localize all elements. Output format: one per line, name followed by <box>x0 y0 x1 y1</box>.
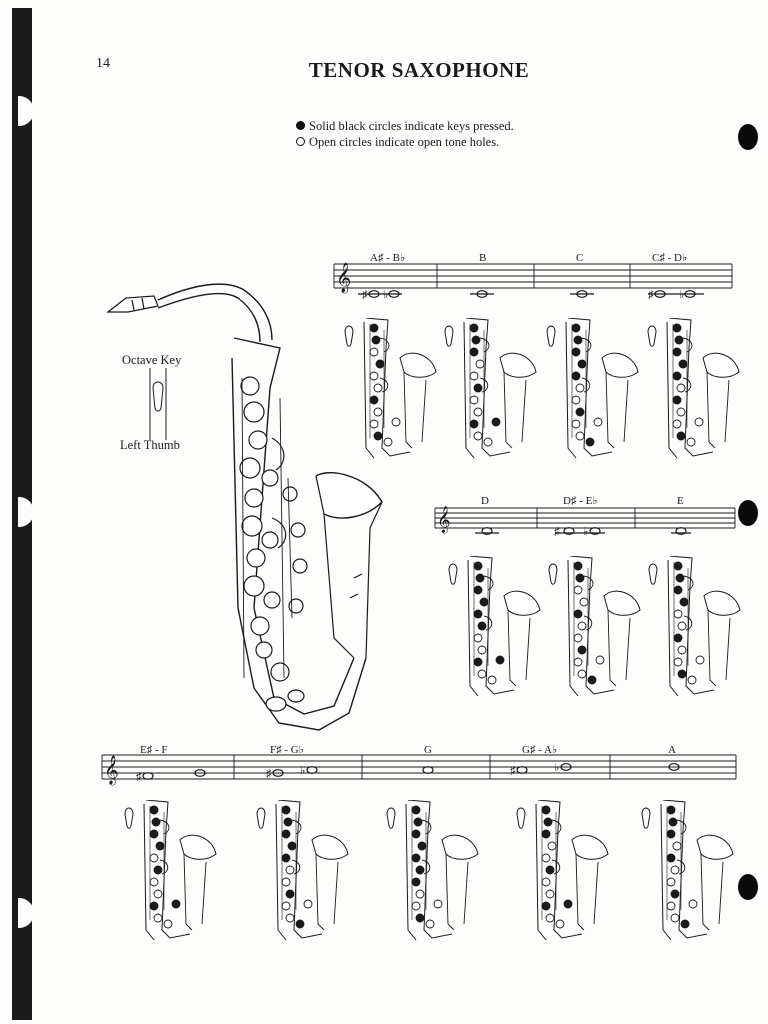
sax-fingering-diagram-icon <box>637 800 737 942</box>
pressed-key <box>416 866 424 874</box>
pressed-key <box>284 818 292 826</box>
open-key <box>572 396 580 404</box>
note-accidental: ♭ <box>300 765 306 777</box>
note-label: A <box>668 744 676 756</box>
pressed-key <box>286 890 294 898</box>
legend-solid-text: Solid black circles indicate keys pressed. <box>309 119 514 133</box>
note-accidental: ♯ <box>362 289 368 301</box>
pressed-key <box>474 562 482 570</box>
open-key <box>370 420 378 428</box>
open-key <box>580 598 588 606</box>
note-label: B <box>479 252 487 264</box>
open-key <box>374 408 382 416</box>
pressed-key <box>667 854 675 862</box>
thumb-key-icon <box>257 808 265 828</box>
pressed-key <box>678 670 686 678</box>
note-accidental: ♭ <box>554 762 560 774</box>
note-accidental: ♯ <box>136 771 142 783</box>
pressed-key <box>478 622 486 630</box>
pressed-key <box>414 818 422 826</box>
open-key <box>548 842 556 850</box>
pressed-key <box>572 372 580 380</box>
pressed-key <box>296 920 304 928</box>
pressed-key <box>282 854 290 862</box>
pressed-key <box>574 336 582 344</box>
pressed-key <box>282 806 290 814</box>
pressed-key <box>674 634 682 642</box>
open-key <box>667 878 675 886</box>
octave-key-label: Octave Key <box>122 353 182 367</box>
open-key <box>542 878 550 886</box>
open-key <box>426 920 434 928</box>
open-key <box>370 372 378 380</box>
pressed-key <box>470 324 478 332</box>
note-label: E♯ - F <box>140 744 168 756</box>
pressed-key <box>542 830 550 838</box>
thumb-key-icon <box>648 326 656 346</box>
open-key <box>677 384 685 392</box>
pressed-key <box>680 598 688 606</box>
thumb-key-icon <box>387 808 395 828</box>
pressed-key <box>572 348 580 356</box>
open-key <box>474 408 482 416</box>
pressed-key <box>474 610 482 618</box>
note-label: D <box>481 495 489 507</box>
thumb-key-icon <box>549 564 557 584</box>
pressed-key <box>470 348 478 356</box>
open-key <box>478 670 486 678</box>
pressed-key <box>418 842 426 850</box>
pressed-key <box>474 384 482 392</box>
note-label: E <box>677 495 684 507</box>
pressed-key <box>667 806 675 814</box>
note-accidental: ♭ <box>679 289 685 301</box>
note-head <box>517 767 527 774</box>
open-key <box>392 418 400 426</box>
open-key <box>673 842 681 850</box>
pressed-key <box>172 900 180 908</box>
note-accidental: ♭ <box>583 526 589 538</box>
pressed-key <box>578 646 586 654</box>
legend-open <box>296 134 514 150</box>
pressed-key <box>572 324 580 332</box>
treble-clef-icon: 𝄞 <box>104 755 119 784</box>
open-key <box>286 914 294 922</box>
note-label: C <box>576 252 584 264</box>
pressed-key <box>412 806 420 814</box>
open-key <box>674 610 682 618</box>
pressed-key <box>282 830 290 838</box>
open-key <box>154 890 162 898</box>
open-key <box>488 676 496 684</box>
open-key <box>542 854 550 862</box>
thumb-key-icon <box>547 326 555 346</box>
legend <box>296 118 514 150</box>
open-key <box>678 646 686 654</box>
pressed-key <box>674 586 682 594</box>
pressed-key <box>681 920 689 928</box>
open-key <box>546 914 554 922</box>
open-key <box>578 670 586 678</box>
pressed-key <box>150 830 158 838</box>
sax-fingering-diagram-icon <box>440 318 540 460</box>
punch-hole <box>738 500 758 526</box>
pressed-key <box>676 574 684 582</box>
sax-fingering-diagram-icon <box>644 556 744 698</box>
open-circle-icon <box>296 137 305 146</box>
pressed-key <box>588 676 596 684</box>
sax-fingering-diagram-icon <box>542 318 642 460</box>
note-label: G♯ - A♭ <box>522 744 558 756</box>
open-key <box>673 420 681 428</box>
note-label: D♯ - E♭ <box>563 495 598 507</box>
open-key <box>578 622 586 630</box>
sax-fingering-diagram-icon <box>544 556 644 698</box>
note-head <box>143 773 153 780</box>
open-key <box>384 438 392 446</box>
sax-fingering-diagram-icon <box>252 800 352 942</box>
punch-hole <box>738 874 758 900</box>
pressed-key <box>669 818 677 826</box>
pressed-key <box>586 438 594 446</box>
open-key <box>412 902 420 910</box>
pressed-key <box>544 818 552 826</box>
pressed-key <box>673 372 681 380</box>
pressed-key <box>542 902 550 910</box>
open-key <box>476 360 484 368</box>
pressed-key <box>542 806 550 814</box>
pressed-key <box>154 866 162 874</box>
pressed-key <box>416 914 424 922</box>
pressed-key <box>671 890 679 898</box>
sax-fingering-diagram-icon <box>444 556 544 698</box>
thumb-key-icon <box>449 564 457 584</box>
open-key <box>286 866 294 874</box>
open-key <box>370 348 378 356</box>
open-key <box>282 878 290 886</box>
thumb-key-icon <box>445 326 453 346</box>
open-key <box>434 900 442 908</box>
open-key <box>671 914 679 922</box>
pressed-key <box>412 830 420 838</box>
pressed-key <box>574 610 582 618</box>
open-key <box>678 622 686 630</box>
pressed-key <box>472 336 480 344</box>
pressed-key <box>156 842 164 850</box>
open-key <box>677 408 685 416</box>
open-key <box>671 866 679 874</box>
pressed-key <box>673 324 681 332</box>
sax-fingering-diagram-icon <box>643 318 743 460</box>
open-key <box>695 418 703 426</box>
pressed-key <box>496 656 504 664</box>
pressed-key <box>673 348 681 356</box>
solid-circle-icon <box>296 121 305 130</box>
open-key <box>576 384 584 392</box>
pressed-key <box>667 830 675 838</box>
open-key <box>470 372 478 380</box>
note-label: F♯ - G♭ <box>270 744 304 756</box>
open-key <box>484 438 492 446</box>
open-key <box>546 890 554 898</box>
open-key <box>574 658 582 666</box>
pressed-key <box>470 420 478 428</box>
note-label: C♯ - D♭ <box>652 252 688 264</box>
page-title: TENOR SAXOPHONE <box>308 58 530 82</box>
thumb-key-icon <box>345 326 353 346</box>
pressed-key <box>152 818 160 826</box>
open-key <box>688 676 696 684</box>
pressed-key <box>675 336 683 344</box>
open-key <box>164 920 172 928</box>
open-key <box>478 646 486 654</box>
thumb-key-legend <box>146 368 170 445</box>
pressed-key <box>370 324 378 332</box>
legend-open-text: Open circles indicate open tone holes. <box>309 135 500 149</box>
open-key <box>576 432 584 440</box>
note-head <box>307 767 317 774</box>
music-staff-row-1 <box>334 250 732 310</box>
open-key <box>304 900 312 908</box>
pressed-key <box>578 360 586 368</box>
pressed-key <box>474 658 482 666</box>
pressed-key <box>476 574 484 582</box>
open-key <box>470 396 478 404</box>
pressed-key <box>674 562 682 570</box>
pressed-key <box>412 878 420 886</box>
pressed-key <box>288 842 296 850</box>
pressed-key <box>673 396 681 404</box>
sax-fingering-diagram-icon <box>512 800 612 942</box>
note-label: A♯ - B♭ <box>370 252 406 264</box>
open-key <box>594 418 602 426</box>
thumb-key-icon <box>517 808 525 828</box>
pressed-key <box>474 586 482 594</box>
pressed-key <box>480 598 488 606</box>
pressed-key <box>492 418 500 426</box>
thumb-key-icon <box>649 564 657 584</box>
open-key <box>556 920 564 928</box>
left-thumb-label: Left Thumb <box>120 438 180 452</box>
open-key <box>150 878 158 886</box>
note-accidental: ♯ <box>554 526 560 538</box>
pressed-key <box>150 902 158 910</box>
open-key <box>474 634 482 642</box>
staff-lines <box>334 264 732 288</box>
pressed-key <box>150 806 158 814</box>
note-head <box>423 767 433 774</box>
legend-solid <box>296 118 514 134</box>
open-key <box>154 914 162 922</box>
note-accidental: ♭ <box>383 289 389 301</box>
pressed-key <box>370 396 378 404</box>
open-key <box>687 438 695 446</box>
open-key <box>282 902 290 910</box>
open-key <box>572 420 580 428</box>
pressed-key <box>574 562 582 570</box>
pressed-key <box>372 336 380 344</box>
note-accidental: ♯ <box>510 765 516 777</box>
open-key <box>674 658 682 666</box>
open-key <box>574 586 582 594</box>
treble-clef-icon: 𝄞 <box>336 263 352 293</box>
pressed-key <box>576 574 584 582</box>
sax-fingering-diagram-icon <box>340 318 440 460</box>
punch-hole <box>738 124 758 150</box>
open-key <box>696 656 704 664</box>
note-label: G <box>424 744 432 756</box>
pressed-key <box>374 432 382 440</box>
thumb-key-icon <box>125 808 133 828</box>
open-key <box>374 384 382 392</box>
music-staff-row-2 <box>435 496 735 546</box>
open-key <box>150 854 158 862</box>
pressed-key <box>677 432 685 440</box>
treble-clef-icon: 𝄞 <box>437 507 451 533</box>
pressed-key <box>564 900 572 908</box>
sax-fingering-diagram-icon <box>382 800 482 942</box>
music-staff-row-3 <box>102 743 736 793</box>
open-key <box>689 900 697 908</box>
open-key <box>596 656 604 664</box>
open-key <box>474 432 482 440</box>
note-accidental: ♯ <box>648 289 654 301</box>
pressed-key <box>679 360 687 368</box>
open-key <box>667 902 675 910</box>
pressed-key <box>376 360 384 368</box>
note-accidental: ♯ <box>266 768 272 780</box>
open-key <box>574 634 582 642</box>
pressed-key <box>412 854 420 862</box>
pressed-key <box>576 408 584 416</box>
thumb-key-icon <box>642 808 650 828</box>
open-key <box>416 890 424 898</box>
page-number: 14 <box>96 56 110 71</box>
pressed-key <box>546 866 554 874</box>
sax-fingering-diagram-icon <box>120 800 220 942</box>
